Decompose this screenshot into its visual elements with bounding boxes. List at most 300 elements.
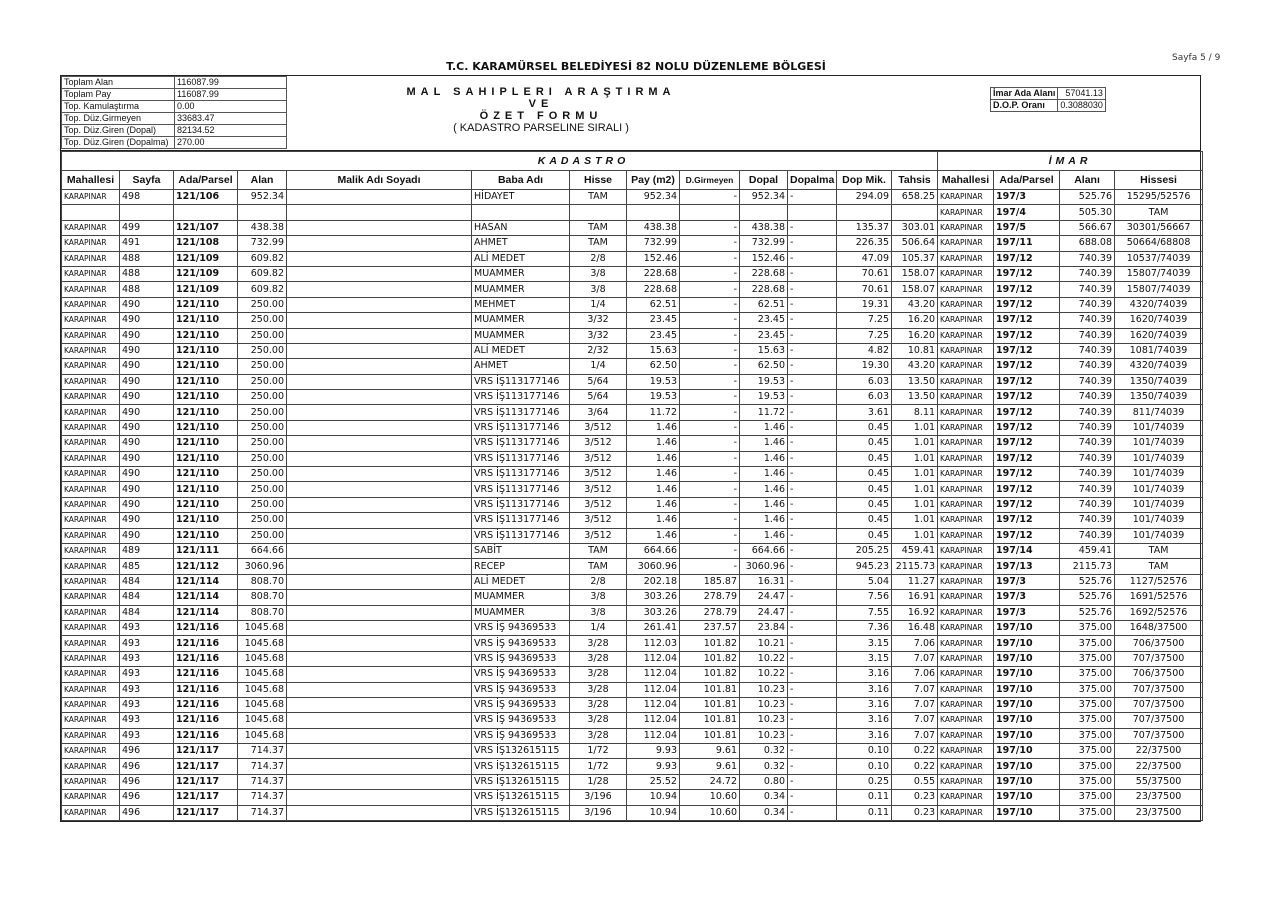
table-cell: RECEP [472,559,570,574]
table-cell: 228.68 [627,282,680,297]
table-cell: 732.99 [740,236,788,251]
table-cell: - [788,467,837,482]
table-cell: 5/64 [570,390,627,405]
table-cell: 121/110 [174,359,238,374]
table-cell: 1.46 [627,436,680,451]
table-cell: 121/116 [174,728,238,743]
table-cell: 16.91 [892,590,938,605]
table-cell: 3/8 [570,590,627,605]
table-cell: KARAPINAR [938,728,994,743]
table-cell: 10.23 [740,697,788,712]
column-header: Alanı [1060,171,1115,190]
table-cell [287,497,472,512]
table-row [62,667,1203,682]
table-cell [287,590,472,605]
table-cell: VRS İŞ132615115 [472,744,570,759]
table-cell: KARAPINAR [938,574,994,589]
table-cell: 197/10 [994,713,1060,728]
table-cell: 303.01 [892,220,938,235]
table-cell: 15.63 [627,343,680,358]
table-cell: VRS İŞ 94369533 [472,697,570,712]
table-cell: 197/12 [994,420,1060,435]
table-row [62,236,1203,251]
table-cell: - [788,343,837,358]
table-cell: 101.82 [680,651,740,666]
table-cell: TAM [570,543,627,558]
table-cell: 7.07 [892,682,938,697]
table-cell: 740.39 [1060,251,1115,266]
table-cell: 13.50 [892,390,938,405]
table-cell: 490 [120,313,174,328]
table-cell: 375.00 [1060,651,1115,666]
table-cell: 205.25 [837,543,892,558]
table-cell: 525.76 [1060,590,1115,605]
table-cell: 121/116 [174,697,238,712]
table-cell: 7.06 [892,636,938,651]
table-cell: KARAPINAR [62,697,120,712]
table-cell: VRS İŞ 94369533 [472,728,570,743]
table-cell: KARAPINAR [62,636,120,651]
table-cell: - [788,605,837,620]
table-cell: 1.46 [740,451,788,466]
table-cell: 496 [120,790,174,805]
table-cell: 197/10 [994,759,1060,774]
table-cell [287,620,472,635]
table-cell: 808.70 [238,590,287,605]
table-cell: 121/116 [174,620,238,635]
table-cell: 1.46 [627,467,680,482]
table-cell: 197/10 [994,697,1060,712]
table-cell: 0.45 [837,467,892,482]
table-cell: KARAPINAR [62,343,120,358]
table-cell: 197/12 [994,390,1060,405]
table-cell: 525.76 [1060,574,1115,589]
table-cell: 19.53 [740,374,788,389]
table-cell: 19.53 [627,390,680,405]
table-cell [287,328,472,343]
table-cell: 121/116 [174,713,238,728]
table-cell: 197/12 [994,451,1060,466]
table-cell: - [680,266,740,281]
table-cell: 250.00 [238,359,287,374]
table-cell: KARAPINAR [62,297,120,312]
table-cell [287,467,472,482]
table-cell: - [680,513,740,528]
table-cell [287,390,472,405]
table-cell: 0.45 [837,513,892,528]
table-cell: MUAMMER [472,605,570,620]
table-cell: 30301/56667 [1115,220,1203,235]
table-cell: - [680,420,740,435]
table-cell: 197/10 [994,620,1060,635]
table-cell: 121/110 [174,528,238,543]
table-cell: 197/12 [994,374,1060,389]
table-cell: 11.27 [892,574,938,589]
table-cell: 112.03 [627,636,680,651]
table-cell: 1/4 [570,359,627,374]
table-cell: 250.00 [238,528,287,543]
table-row [62,759,1203,774]
table-cell [238,205,287,220]
table-cell: 493 [120,636,174,651]
table-cell: 16.31 [740,574,788,589]
table-row [62,266,1203,281]
table-cell: 152.46 [627,251,680,266]
column-header: Hisse [570,171,627,190]
table-cell: 121/110 [174,374,238,389]
table-cell [287,559,472,574]
summary-label: Top. Kamulaştırma [62,101,175,113]
table-cell: KARAPINAR [62,482,120,497]
table-cell: 609.82 [238,266,287,281]
table-cell: 121/110 [174,497,238,512]
table-cell: 493 [120,682,174,697]
table-cell [287,790,472,805]
table-cell: - [680,559,740,574]
table-cell [788,205,837,220]
table-cell: 23.84 [740,620,788,635]
table-row [62,390,1203,405]
table-cell: 9.93 [627,759,680,774]
table-cell: VRS İŞ113177146 [472,482,570,497]
table-cell: 952.34 [627,190,680,205]
table-cell: - [788,728,837,743]
table-cell: 101/74039 [1115,467,1203,482]
table-cell: SABİT [472,543,570,558]
table-cell: 1.01 [892,436,938,451]
table-cell: 121/117 [174,805,238,820]
table-cell: 250.00 [238,343,287,358]
table-cell: 197/14 [994,543,1060,558]
table-cell: KARAPINAR [62,436,120,451]
table-cell: 121/109 [174,282,238,297]
table-cell: VRS İŞ 94369533 [472,667,570,682]
table-cell: 9.93 [627,744,680,759]
summary-value: 116087.99 [175,89,287,101]
table-cell: 496 [120,774,174,789]
table-row [62,313,1203,328]
table-cell: 197/12 [994,297,1060,312]
table-cell: 121/110 [174,420,238,435]
table-cell: 375.00 [1060,759,1115,774]
table-cell: 185.87 [680,574,740,589]
table-cell: 101.82 [680,636,740,651]
table-cell: 490 [120,451,174,466]
table-cell: KARAPINAR [62,497,120,512]
table-cell: 16.20 [892,313,938,328]
table-cell: 197/10 [994,651,1060,666]
table-cell: 250.00 [238,328,287,343]
table-cell: 24.47 [740,590,788,605]
table-cell: 493 [120,651,174,666]
table-cell: 488 [120,282,174,297]
table-cell: 1692/52576 [1115,605,1203,620]
table-cell: 375.00 [1060,728,1115,743]
page-number: Sayfa 5 / 9 [1172,53,1221,63]
column-header: Mahallesi [62,171,120,190]
table-cell: 493 [120,667,174,682]
table-cell: 3/196 [570,790,627,805]
table-cell: 15.63 [740,343,788,358]
table-cell: KARAPINAR [62,590,120,605]
table-cell: 237.57 [680,620,740,635]
table-cell: 0.55 [892,774,938,789]
table-cell: 485 [120,559,174,574]
table-cell: VRS İŞ 94369533 [472,682,570,697]
form-title-line3: ÖZET FORMU [479,110,603,122]
table-cell: 121/107 [174,220,238,235]
table-cell: - [680,467,740,482]
table-cell: 112.04 [627,728,680,743]
table-cell: VRS İŞ 94369533 [472,651,570,666]
table-cell: 101.81 [680,682,740,697]
table-cell: 3.16 [837,667,892,682]
table-cell: 10.22 [740,667,788,682]
table-cell: 1045.68 [238,620,287,635]
table-cell: 197/10 [994,774,1060,789]
table-cell: 43.20 [892,359,938,374]
table-cell: 490 [120,513,174,528]
table-cell: MUAMMER [472,282,570,297]
table-row [62,343,1203,358]
table-cell: 10.94 [627,790,680,805]
table-cell: 10.21 [740,636,788,651]
table-cell: 438.38 [627,220,680,235]
table-cell: 10.60 [680,790,740,805]
table-cell: 732.99 [627,236,680,251]
table-cell: 3.16 [837,728,892,743]
summary-value: 82134.52 [175,125,287,137]
table-row [62,220,1203,235]
table-cell: KARAPINAR [62,713,120,728]
summary-row [62,125,287,137]
table-cell: 490 [120,328,174,343]
table-cell: 3/512 [570,467,627,482]
table-cell: 0.32 [740,759,788,774]
table-cell: 197/3 [994,190,1060,205]
table-cell: 7.56 [837,590,892,605]
table-cell [287,190,472,205]
table-cell: 1.01 [892,497,938,512]
table-cell: 1045.68 [238,728,287,743]
table-cell: - [788,374,837,389]
table-cell: 47.09 [837,251,892,266]
summary-table [61,76,287,149]
table-cell [62,205,120,220]
table-row [62,190,1203,205]
table-cell: 25.52 [627,774,680,789]
table-cell: - [788,620,837,635]
table-cell: 7.07 [892,728,938,743]
table-cell: 23.45 [740,313,788,328]
table-cell [740,205,788,220]
table-cell: 945.23 [837,559,892,574]
table-cell: 3/8 [570,266,627,281]
table-cell: 740.39 [1060,266,1115,281]
table-cell: 1620/74039 [1115,328,1203,343]
table-cell: 19.31 [837,297,892,312]
table-cell [287,605,472,620]
form-title-line1: MAL SAHIPLERI ARAŞTIRMA [406,86,676,98]
table-cell: 375.00 [1060,790,1115,805]
table-cell: 303.26 [627,590,680,605]
table-cell: 197/13 [994,559,1060,574]
table-cell: - [788,497,837,512]
table-cell: - [788,713,837,728]
table-cell: 9.61 [680,759,740,774]
table-cell: 197/12 [994,282,1060,297]
table-cell: 506.64 [892,236,938,251]
table-cell: KARAPINAR [938,605,994,620]
table-cell: MUAMMER [472,266,570,281]
table-cell: 16.48 [892,620,938,635]
table-cell: 740.39 [1060,497,1115,512]
table-cell: 22/37500 [1115,744,1203,759]
table-cell: 250.00 [238,513,287,528]
table-cell: VRS İŞ 94369533 [472,713,570,728]
table-cell: 250.00 [238,420,287,435]
table-cell [287,482,472,497]
table-cell: KARAPINAR [62,405,120,420]
table-cell: - [680,297,740,312]
table-cell [892,205,938,220]
table-cell: - [680,528,740,543]
table-cell: 101/74039 [1115,497,1203,512]
table-cell: 197/12 [994,482,1060,497]
table-cell: KARAPINAR [938,620,994,635]
table-cell: 493 [120,728,174,743]
table-row [62,774,1203,789]
table-cell: 10.81 [892,343,938,358]
table-cell: KARAPINAR [62,790,120,805]
table-cell: 121/110 [174,451,238,466]
table-cell: KARAPINAR [938,682,994,697]
table-cell: 23.45 [627,313,680,328]
table-cell: - [788,590,837,605]
table-cell: KARAPINAR [938,451,994,466]
table-cell: 112.04 [627,682,680,697]
table-cell: 490 [120,482,174,497]
table-cell: 121/109 [174,251,238,266]
table-cell: 303.26 [627,605,680,620]
table-row [62,744,1203,759]
table-cell [287,744,472,759]
table-cell: 493 [120,713,174,728]
table-cell: KARAPINAR [938,528,994,543]
table-cell: 1/72 [570,744,627,759]
table-cell: KARAPINAR [938,313,994,328]
table-cell: 158.07 [892,282,938,297]
table-cell: 62.50 [740,359,788,374]
table-cell: 740.39 [1060,282,1115,297]
table-cell: KARAPINAR [938,359,994,374]
table-cell: 10.60 [680,805,740,820]
table-cell: 278.79 [680,605,740,620]
table-cell: 375.00 [1060,636,1115,651]
table-cell: 228.68 [740,282,788,297]
table-cell: 1.01 [892,451,938,466]
table-cell: KARAPINAR [62,651,120,666]
table-cell: MUAMMER [472,590,570,605]
table-cell: - [788,513,837,528]
table-cell: 0.22 [892,759,938,774]
table-cell: KARAPINAR [938,543,994,558]
table-cell: - [680,451,740,466]
table-cell: 43.20 [892,297,938,312]
table-cell: - [788,390,837,405]
table-cell: 0.45 [837,528,892,543]
table-row [62,482,1203,497]
table-cell: 375.00 [1060,805,1115,820]
table-cell: 121/116 [174,667,238,682]
table-cell: - [680,236,740,251]
table-cell: 740.39 [1060,313,1115,328]
table-row [62,805,1203,820]
table-cell: 135.37 [837,220,892,235]
table-cell: 1.46 [740,513,788,528]
table-cell: KARAPINAR [62,190,120,205]
table-cell: 197/12 [994,405,1060,420]
table-row [62,251,1203,266]
table-cell: 609.82 [238,251,287,266]
table-cell: - [680,190,740,205]
table-cell: 3.15 [837,636,892,651]
table-cell: 10.23 [740,682,788,697]
table-cell: 1691/52576 [1115,590,1203,605]
table-cell [287,651,472,666]
table-cell [287,774,472,789]
table-cell: 121/110 [174,313,238,328]
table-cell: 1648/37500 [1115,620,1203,635]
imar-box-value: 57041.13 [1058,88,1106,100]
table-cell: ALİ MEDET [472,574,570,589]
table-cell: 808.70 [238,605,287,620]
table-cell: 375.00 [1060,667,1115,682]
table-cell: 0.25 [837,774,892,789]
summary-row [62,113,287,125]
table-cell: 1.46 [627,420,680,435]
table-cell: MEHMET [472,297,570,312]
report-frame [60,75,1201,822]
table-cell: 1.46 [740,497,788,512]
table-cell [287,220,472,235]
table-cell [287,282,472,297]
table-cell: TAM [570,236,627,251]
table-cell: 490 [120,405,174,420]
table-cell: 11.72 [627,405,680,420]
table-cell: 62.50 [627,359,680,374]
table-cell: 3.16 [837,713,892,728]
table-cell: 121/114 [174,590,238,605]
table-cell: 3/28 [570,713,627,728]
table-cell: VRS İŞ113177146 [472,390,570,405]
column-header: Ada/Parsel [994,171,1060,190]
table-cell: 740.39 [1060,359,1115,374]
table-cell: KARAPINAR [938,697,994,712]
table-cell: 228.68 [740,266,788,281]
table-cell: KARAPINAR [938,282,994,297]
table-cell: - [788,759,837,774]
table-cell: 197/12 [994,497,1060,512]
table-cell: - [788,697,837,712]
table-cell: KARAPINAR [938,774,994,789]
table-cell: - [788,482,837,497]
table-cell: 7.06 [892,667,938,682]
table-row [62,713,1203,728]
table-cell: 2115.73 [892,559,938,574]
table-cell [287,805,472,820]
table-row [62,282,1203,297]
